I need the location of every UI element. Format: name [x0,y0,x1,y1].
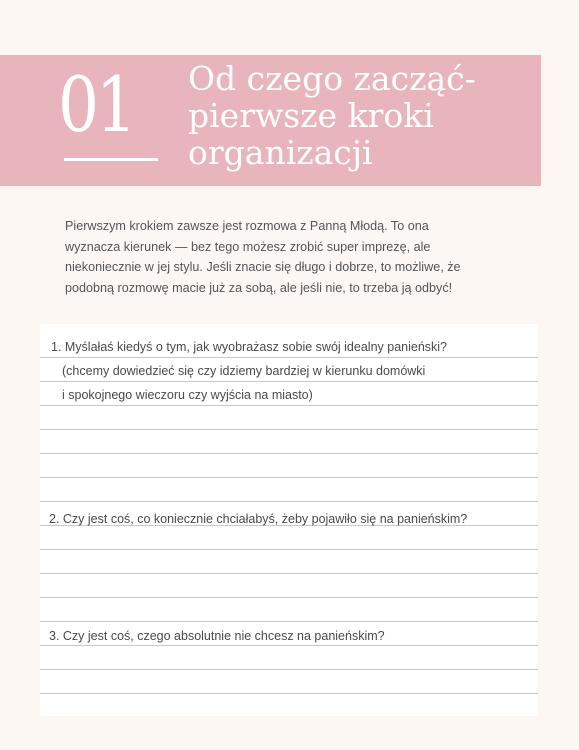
question-1-note-line-1: (chcemy dowiedzieć się czy idziemy bardziej w kierunku domówki [62,364,426,378]
question-1-note-line-2: i spokojnego wieczoru czy wyjścia na miasto) [62,388,313,402]
page-title [188,60,518,171]
question-2: 2. Czy jest coś, co koniecznie chciałabyś, żeby pojawiło się na panieńskim? [49,512,468,526]
question-1: 1. Myślałaś kiedyś o tym, jak wyobrażasz sobie swój idealny panieński? [51,340,448,354]
answer-line[interactable] [40,645,538,646]
title-line-1: Od czego zacząć- [188,59,476,98]
question-3: 3. Czy jest coś, czego absolutnie nie chcesz na panieńskim? [49,629,385,643]
answer-line[interactable] [40,405,538,406]
answer-line[interactable] [40,477,538,478]
chapter-number: 01 [58,60,134,149]
answer-line[interactable] [40,693,538,694]
intro-line-2: wyznacza kierunek — bez tego możesz zrobić super imprezę, ale [65,239,431,254]
answer-line[interactable] [40,549,538,550]
answer-line[interactable] [40,621,538,622]
answer-line[interactable] [40,429,538,430]
title-line-2: pierwsze kroki [188,96,434,135]
answer-line[interactable] [40,357,538,358]
intro-line-4: podobną rozmowę macie już za sobą, ale jeśli nie, to trzeba ją odbyć! [65,280,453,295]
title-line-3: organizacji [188,133,373,172]
chapter-underline [64,158,158,161]
answer-line[interactable] [40,573,538,574]
intro-line-3: niekoniecznie w jej stylu. Jeśli znacie się długo i dobrze, to możliwe, że [65,260,461,274]
answer-line[interactable] [40,597,538,598]
answer-line[interactable] [40,501,538,502]
intro-paragraph [65,216,525,298]
answer-line[interactable] [40,669,538,670]
intro-line-1: Pierwszym krokiem zawsze jest rozmowa z Panną Młodą. To ona [65,219,429,233]
answer-line[interactable] [40,453,538,454]
answer-line[interactable] [40,381,538,382]
